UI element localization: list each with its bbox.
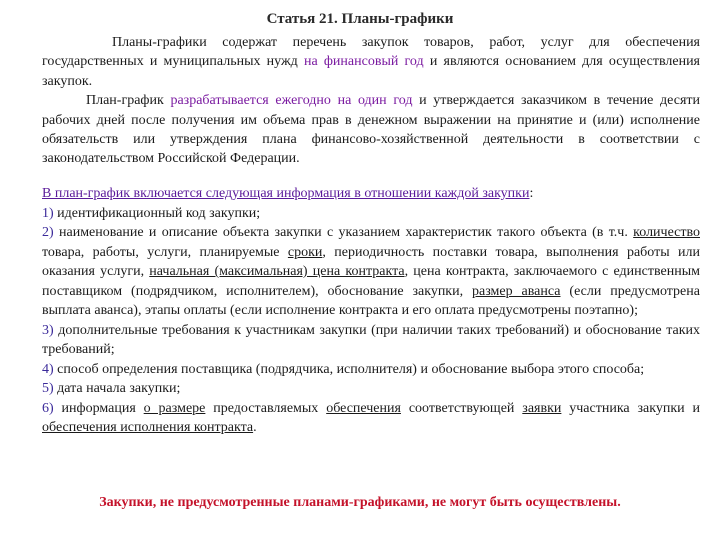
term-security: обеспечения <box>326 400 401 416</box>
list-item: 1) идентификационный код закупки; <box>42 205 261 221</box>
term-contract-security: обеспечения исполнения контракта <box>42 420 254 435</box>
term-terms: сроки <box>287 244 323 260</box>
list-item: 5) дата начала закупки; <box>42 381 181 396</box>
term-advance-size: размер аванса <box>472 283 561 299</box>
list-lead-text: В план-график включается следующая информация в отношении каждой закупки <box>42 186 530 201</box>
list-item: 4) способ определения поставщика (подрядчика, исполнителя) и обоснование выбора этого способа; <box>42 361 645 377</box>
list-item: 3) дополнительные требования к участникам закупки (при наличии таких требований) и обоснование таких требований; <box>42 322 700 357</box>
highlight-annual: разрабатывается ежегодно на один год <box>163 93 413 109</box>
list-item: 2) наименование и описание объекта закупки с указанием характеристик такого объекта (в т.ч. количество товара, работы, услуги, планируемые сроки, периодичность поставки товара, выполнения работы или оказания услуги, начальная (максимальная) цена контракта, цена контракта, заключаемого с единственным поставщиком (подрядчиком, исполнителем), обоснование закупки, размер аванса (если предусмотрена выплата аванса), этапы оплаты (если исполнение контракта и его оплата предусмотрены поэтапно); <box>42 225 700 318</box>
footer-warning: Закупки, не предусмотренные планами-графиками, не могут быть осуществлены. <box>99 495 621 510</box>
term-size: о размере <box>143 400 206 416</box>
intro-text <box>42 33 700 169</box>
list-item: 6) информация о размере предоставляемых обеспечения соответствующей заявки участника закупки и обеспечения исполнения контракта. <box>42 400 701 435</box>
term-application: заявки <box>522 400 562 416</box>
term-quantity: количество <box>633 225 700 240</box>
paragraph-plan-approval: План-график разрабатывается ежегодно на один год и утверждается заказчиком в течение десяти рабочих дней после получения им объема прав в денежном выражении на принятие и (или) исполнение обязательств или утверждения плана финансово-хозяйственной деятельности в соответствии с законодательством Российской Федерации. <box>42 93 700 167</box>
paragraph-plans-content: Планы-графики содержат перечень закупок товаров, работ, услуг для обеспечения государственных и муниципальных нужд на финансовый год и являются основанием для осуществления закупок. <box>42 35 700 89</box>
highlight-financial-year: на финансовый год <box>297 54 424 70</box>
list-lead: В план-график включается следующая информация в отношении каждой закупки: <box>42 186 534 201</box>
term-initial-price: начальная (максимальная) цена контракта <box>149 264 405 279</box>
plan-info-list <box>42 184 700 438</box>
article-title: Статья 21. Планы-графики <box>266 11 454 27</box>
